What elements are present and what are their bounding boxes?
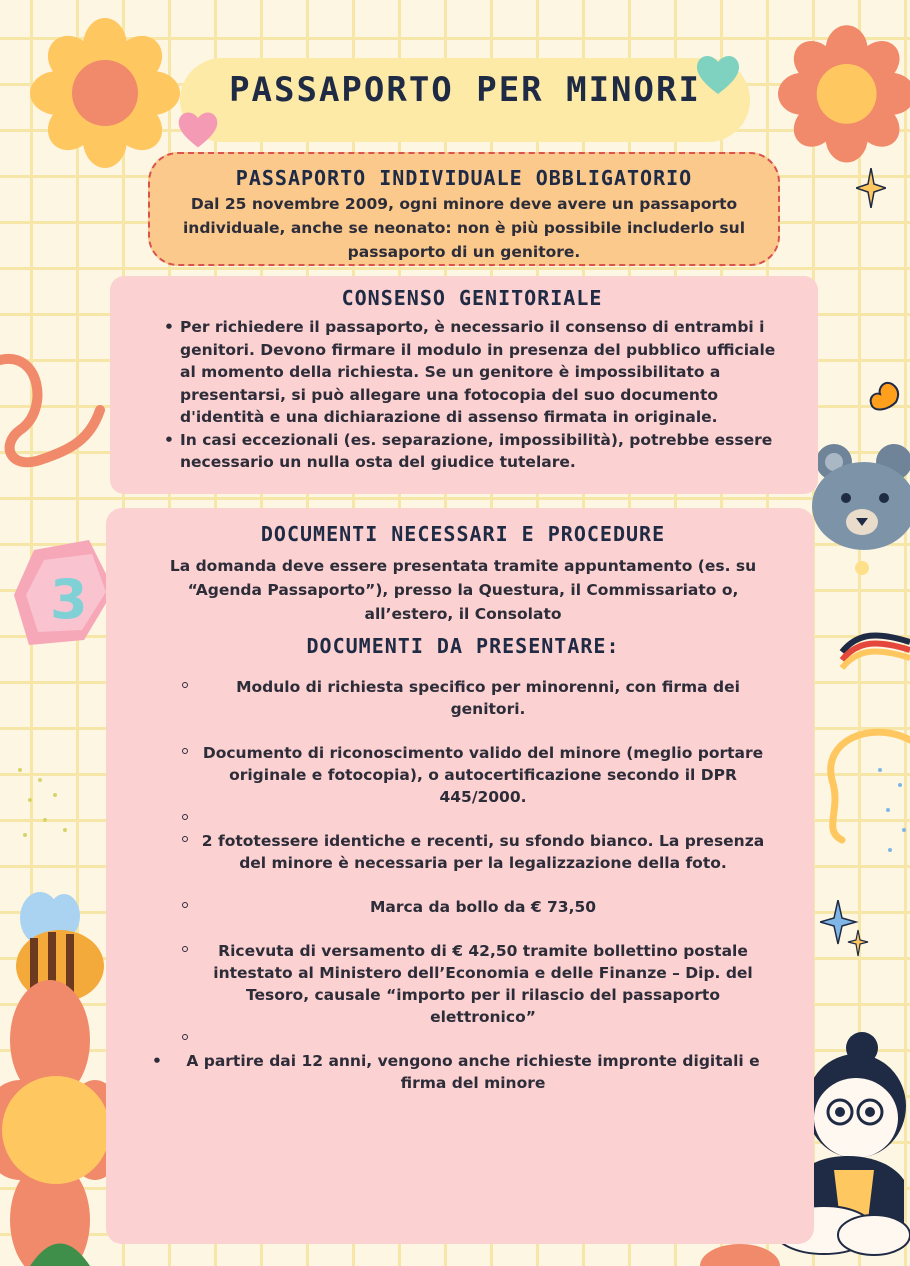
empty-list-item [146, 1028, 780, 1050]
documents-section [106, 508, 814, 1244]
intro-section [148, 152, 780, 266]
blue-sparkle-icon [820, 900, 870, 960]
dots-left-icon [10, 760, 80, 850]
wave-stripes-icon [838, 622, 910, 674]
yellow-flower-icon [30, 18, 180, 168]
pink-heart-icon [176, 108, 220, 150]
documents-intro: La domanda deve essere presentata tramite appuntamento (es. su “Agenda Passaporto”), presso la Questura, il Commissariato o, all’estero, il Consolato [169, 557, 757, 623]
ring-bullet-icon [182, 748, 188, 754]
bottom-stem-icon [30, 1236, 90, 1266]
list-item-text: Documento di riconoscimento valido del minore (meglio portare originale e fotocopia), o autocertificazione secondo il DPR 445/2000. [202, 744, 764, 806]
list-item-text: Marca da bollo da € 73,50 [369, 898, 597, 916]
intro-body: Dal 25 novembre 2009, ogni minore deve avere un passaporto individuale, anche se neonato: non è più possibile includerlo sul passaporto di un genitore. [182, 195, 746, 261]
orange-flower-icon [778, 18, 910, 168]
ring-bullet-icon [182, 902, 188, 908]
list-item-text: Modulo di richiesta specifico per minorenni, con firma dei genitori. [236, 678, 740, 718]
list-item [146, 830, 780, 874]
dots-right-icon [860, 760, 910, 860]
squiggle-left-icon [0, 350, 120, 480]
consent-list [162, 316, 782, 474]
badge-three-icon [14, 540, 114, 650]
list-item [146, 676, 780, 720]
ring-bullet-icon [182, 682, 188, 688]
bear-icon [806, 438, 910, 578]
documents-subheading: DOCUMENTI DA PRESENTARE: [306, 634, 620, 658]
list-item-text: Ricevuta di versamento di € 42,50 tramite bollettino postale intestato al Ministero dell’Economia e delle Finanze – Dip. del Tesoro, causale “importo per il rilascio del passaporto elettronico” [213, 942, 753, 1026]
ring-bullet-icon [182, 836, 188, 842]
sparkle-icon [856, 168, 886, 208]
empty-list-item [146, 808, 780, 830]
badge-number: 3 [50, 568, 88, 631]
bee-flower-icon [0, 890, 115, 1266]
list-item-text: 2 fototessere identiche e recenti, su sfondo bianco. La presenza del minore è necessaria per la legalizzazione della foto. [201, 832, 765, 872]
list-item: • In casi eccezionali (es. separazione, impossibilità), potrebbe essere necessario un nulla osta del giudice tutelare. [170, 429, 782, 474]
list-item [146, 940, 780, 1028]
final-note-text: A partire dai 12 anni, vengono anche richieste impronte digitali e firma del minore [186, 1052, 760, 1092]
orange-heart-icon [866, 380, 900, 414]
page-title: PASSAPORTO PER MINORI [229, 70, 701, 110]
list-item [146, 896, 780, 918]
list-item [146, 742, 780, 808]
intro-heading: PASSAPORTO INDIVIDUALE OBBLIGATORIO [235, 166, 693, 190]
ring-bullet-icon [182, 946, 188, 952]
ring-bullet-icon [182, 814, 188, 820]
consent-heading: CONSENSO GENITORIALE [341, 286, 603, 310]
consent-section [110, 276, 818, 494]
list-item: • Per richiedere il passaporto, è necessario il consenso di entrambi i genitori. Devono firmare il modulo in presenza del pubblico ufficiale al momento della richiesta. Se un genitore è impossibilitato a presentarsi, si può allegare una fotocopia del suo documento d'identità e una dichiarazione di assenso firmata in originale. [170, 316, 782, 429]
documents-heading: DOCUMENTI NECESSARI E PROCEDURE [260, 522, 666, 546]
ring-bullet-icon [182, 1034, 188, 1040]
final-note [146, 1050, 780, 1094]
